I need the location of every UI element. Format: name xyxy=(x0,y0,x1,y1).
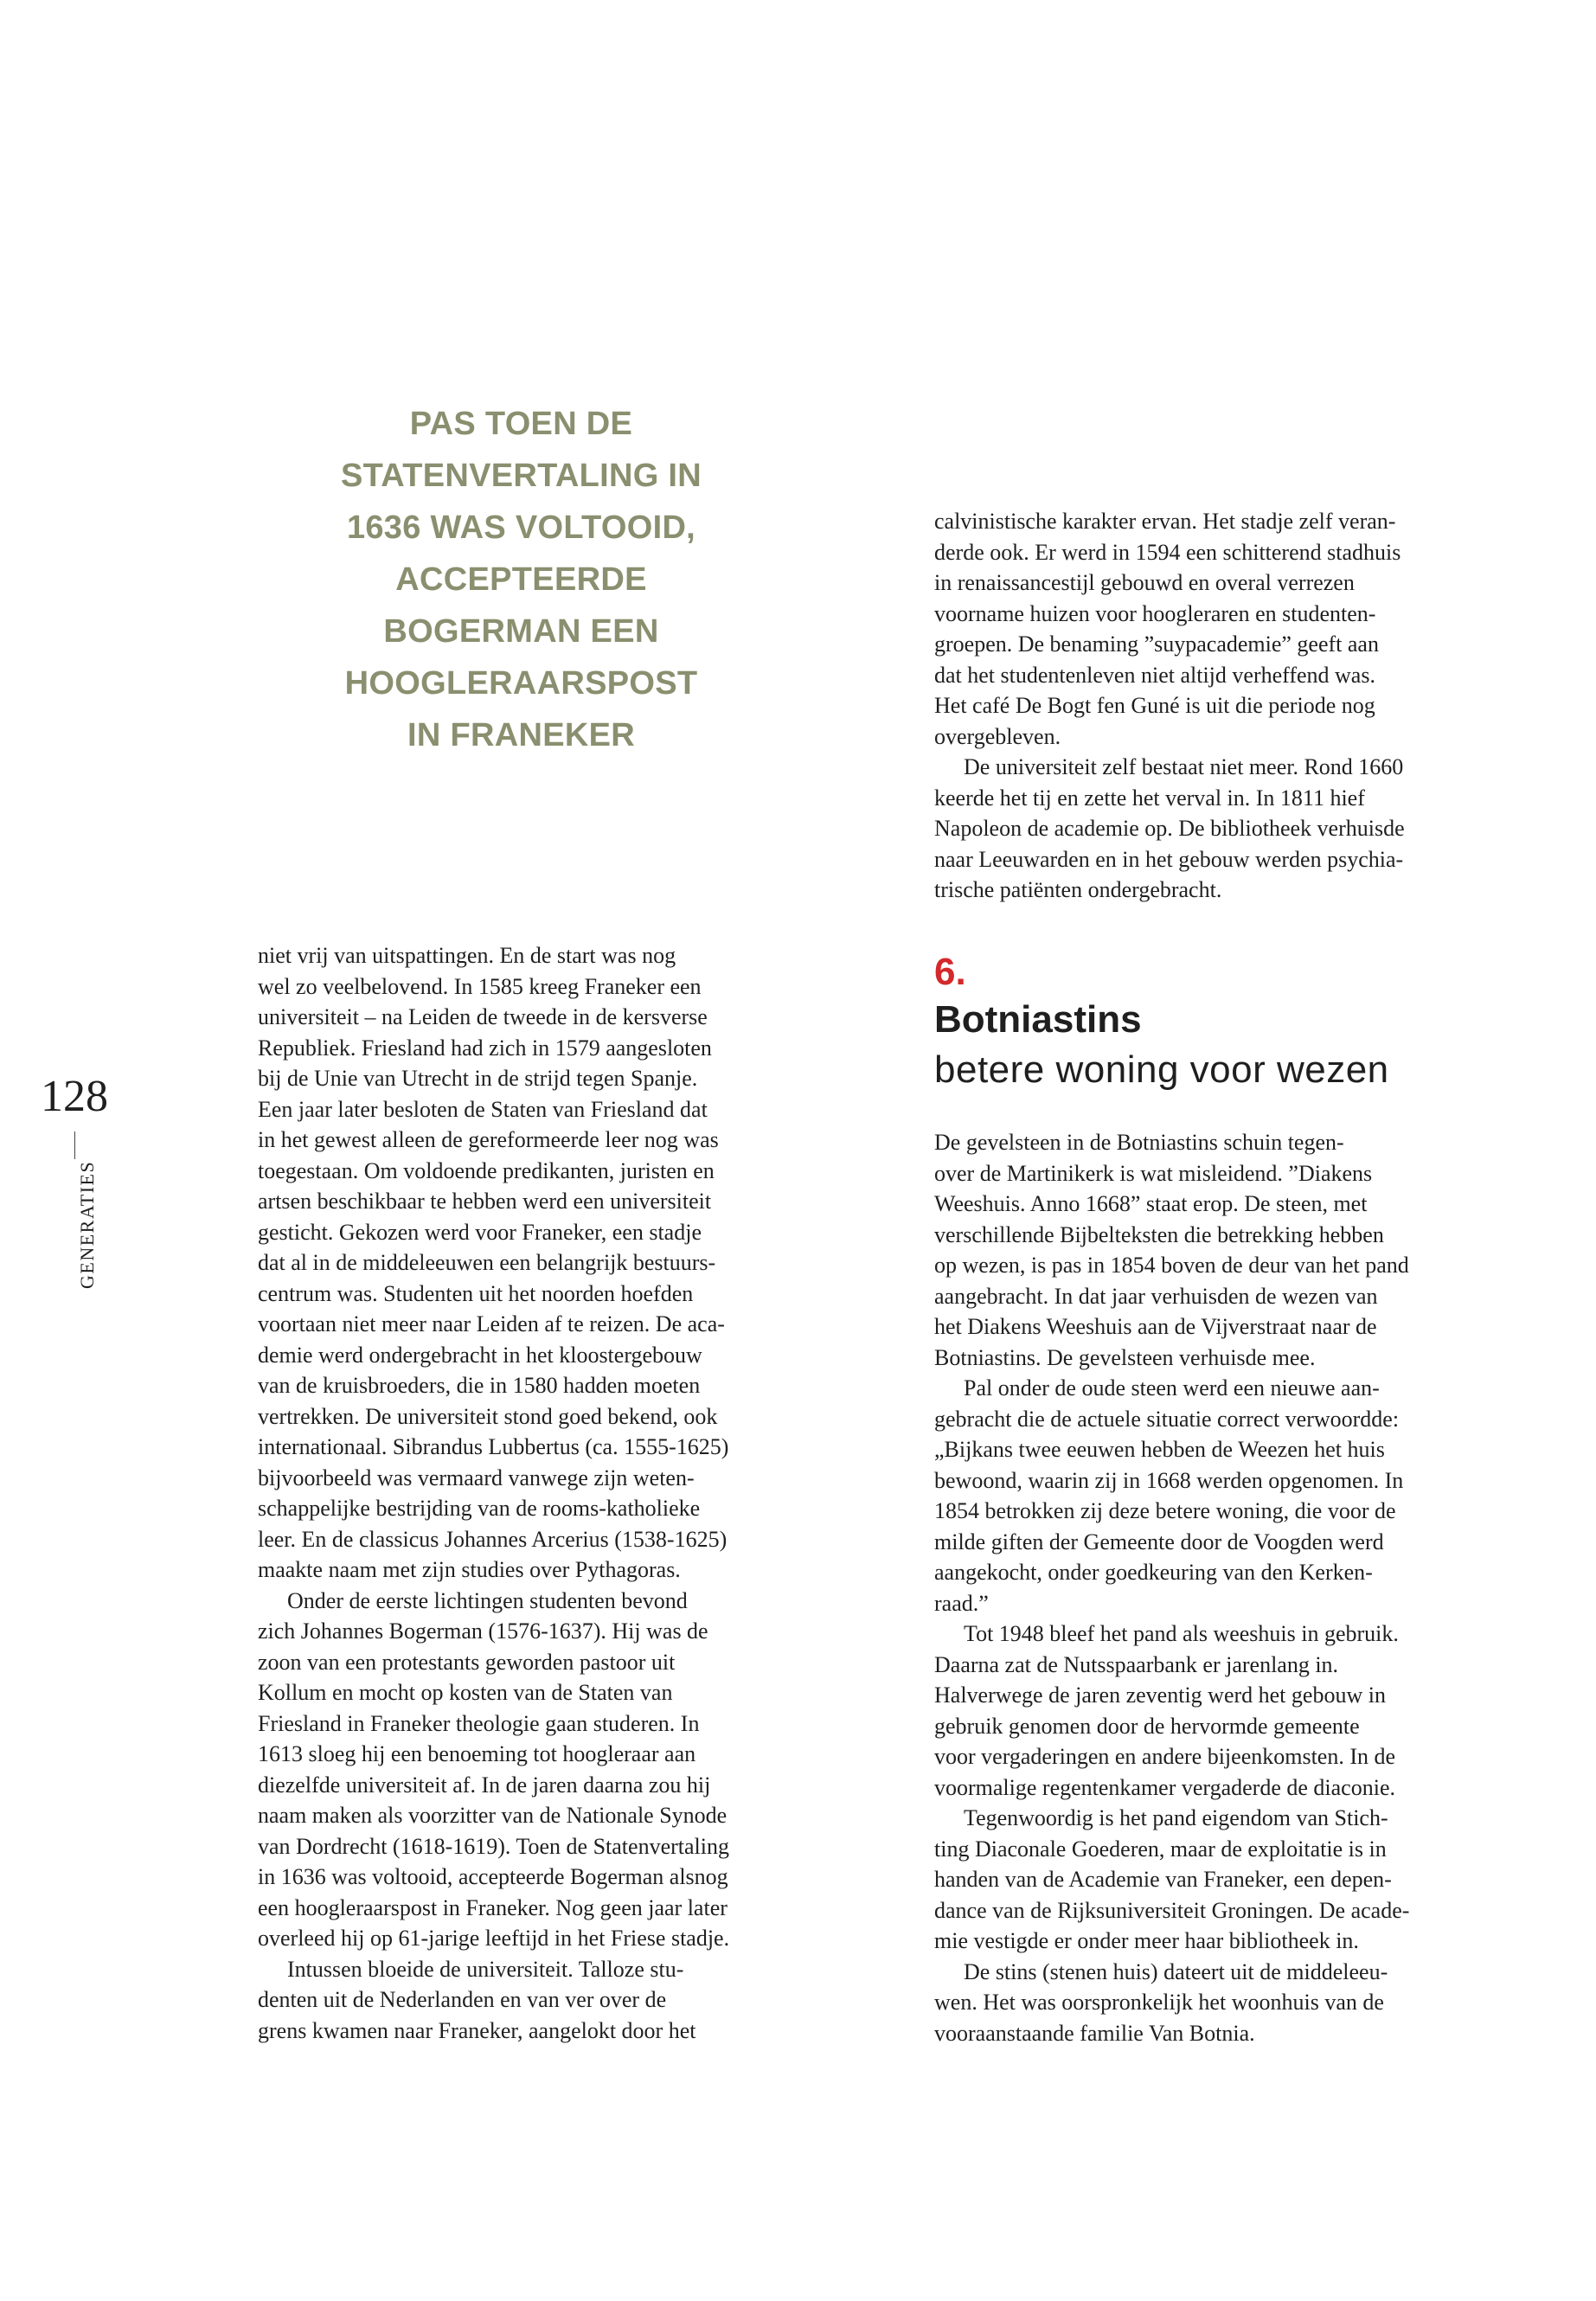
section-subtitle: betere woning voor wezen xyxy=(934,1048,1389,1091)
text-line: denten uit de Nederlanden en van ver over de xyxy=(258,1987,667,2012)
pull-quote xyxy=(285,398,757,761)
text-line: dance van de Rijksuniversiteit Groningen. De acade- xyxy=(934,1897,1410,1923)
text-line: over de Martinikerk is wat misleidend. ”Diakens xyxy=(934,1160,1373,1186)
text-line: bijvoorbeeld was vermaard vanwege zijn weten- xyxy=(258,1465,695,1490)
text-line: in renaissancestijl gebouwd en overal verrezen xyxy=(934,570,1355,595)
pull-quote-line: STATENVERTALING IN xyxy=(340,458,702,494)
pull-quote-line: PAS TOEN DE xyxy=(409,406,633,442)
text-line: dat het studentenleven niet altijd verheffend was. xyxy=(934,662,1375,688)
text-line: Kollum en mocht op kosten van de Staten van xyxy=(258,1680,673,1705)
right-column-top-text xyxy=(934,506,1471,906)
text-line: overleed hij op 61-jarige leeftijd in het Friese stadje. xyxy=(258,1926,730,1951)
text-line: 1613 sloeg hij een benoeming tot hoogleraar aan xyxy=(258,1741,696,1766)
section-label: GENERATIES xyxy=(76,1160,98,1289)
text-line: het Diakens Weeshuis aan de Vijverstraat naar de xyxy=(934,1314,1377,1339)
text-line: voorname huizen voor hoogleraren en studenten- xyxy=(934,600,1376,626)
left-column-text xyxy=(258,940,785,2046)
text-line: schappelijke bestrijding van de rooms-katholieke xyxy=(258,1496,701,1521)
text-line: internationaal. Sibrandus Lubbertus (ca. 1555-1625) xyxy=(258,1434,729,1459)
text-line: van Dordrecht (1618-1619). Toen de Statenvertaling xyxy=(258,1833,729,1859)
text-line: milde giften der Gemeente door de Voogden werd xyxy=(934,1529,1384,1554)
text-line: naar Leeuwarden en in het gebouw werden psychia- xyxy=(934,846,1404,872)
text-line: bewoond, waarin zij in 1668 werden opgenomen. In xyxy=(934,1467,1404,1493)
text-line: toegestaan. Om voldoende predikanten, juristen en xyxy=(258,1157,715,1183)
text-line: Botniastins. De gevelsteen verhuisde mee. xyxy=(934,1344,1316,1370)
text-line: ting Diaconale Goederen, maar de exploitatie is in xyxy=(934,1836,1387,1862)
text-line-indented: Tot 1948 bleef het pand als weeshuis in gebruik. xyxy=(964,1621,1399,1646)
text-line: gesticht. Gekozen werd voor Franeker, een stadje xyxy=(258,1219,702,1245)
text-line: wel zo veelbelovend. In 1585 kreeg Franeker een xyxy=(258,973,702,999)
text-line: voor vergaderingen en andere bijeenkomsten. In de xyxy=(934,1744,1396,1769)
text-line: gebracht die de actuele situatie correct verwoordde: xyxy=(934,1406,1400,1432)
text-line: naam maken als voorzitter van de Nationale Synode xyxy=(258,1803,727,1828)
text-line: dat al in de middeleeuwen een belangrijk bestuurs- xyxy=(258,1250,716,1275)
text-line: derde ook. Er werd in 1594 een schitterend stadhuis xyxy=(934,539,1401,565)
text-line: niet vrij van uitspattingen. En de start was nog xyxy=(258,943,676,968)
text-line: Napoleon de academie op. De bibliotheek verhuisde xyxy=(934,816,1405,841)
text-line: De gevelsteen in de Botniastins schuin tegen- xyxy=(934,1130,1344,1155)
text-line: aangebracht. In dat jaar verhuisden de wezen van xyxy=(934,1283,1378,1309)
pull-quote-line: BOGERMAN EEN xyxy=(383,613,659,650)
text-line: centrum was. Studenten uit het noorden hoefden xyxy=(258,1280,694,1306)
text-line: vertrekken. De universiteit stond goed bekend, ook xyxy=(258,1403,718,1429)
pull-quote-line: HOOGLERAARSPOST xyxy=(344,665,698,702)
section-title: Botniastins xyxy=(934,998,1142,1041)
section-number: 6. xyxy=(934,951,966,993)
text-line: Een jaar later besloten de Staten van Friesland dat xyxy=(258,1096,708,1122)
text-line: overgebleven. xyxy=(934,723,1061,749)
text-line: leer. En de classicus Johannes Arcerius (1538-1625) xyxy=(258,1526,727,1552)
text-line: Friesland in Franeker theologie gaan studeren. In xyxy=(258,1710,700,1736)
text-line: universiteit – na Leiden de tweede in de kersverse xyxy=(258,1004,708,1029)
text-line-indented: Tegenwoordig is het pand eigendom van Stich- xyxy=(964,1805,1388,1830)
text-line: aangekocht, onder goedkeuring van den Kerken- xyxy=(934,1560,1373,1585)
text-line: een hoogleraarspost in Franeker. Nog geen jaar later xyxy=(258,1894,727,1920)
text-line: Weeshuis. Anno 1668” staat erop. De steen, met xyxy=(934,1191,1368,1216)
text-line: Republiek. Friesland had zich in 1579 aangesloten xyxy=(258,1035,712,1061)
page-number: 128 xyxy=(41,1072,108,1121)
text-line: in het gewest alleen de gereformeerde leer nog was xyxy=(258,1127,719,1152)
text-line: zoon van een protestants geworden pastoor uit xyxy=(258,1649,676,1675)
text-line: demie werd ondergebracht in het kloostergebouw xyxy=(258,1342,702,1368)
text-line: keerde het tij en zette het verval in. In 1811 hief xyxy=(934,785,1365,811)
text-line-indented: De universiteit zelf bestaat niet meer. Rond 1660 xyxy=(964,754,1404,779)
text-line: zich Johannes Bogerman (1576-1637). Hij was de xyxy=(258,1618,708,1644)
text-line: mie vestigde er onder meer haar bibliotheek in. xyxy=(934,1928,1359,1953)
text-line: diezelfde universiteit af. In de jaren daarna zou hij xyxy=(258,1772,711,1798)
text-line: calvinistische karakter ervan. Het stadje zelf veran- xyxy=(934,509,1396,534)
text-line: op wezen, is pas in 1854 boven de deur van het pand xyxy=(934,1253,1409,1278)
text-line: maakte naam met zijn studies over Pythagoras. xyxy=(258,1557,681,1582)
text-line: 1854 betrokken zij deze betere woning, die voor de xyxy=(934,1498,1396,1523)
text-line: wen. Het was oorspronkelijk het woonhuis van de xyxy=(934,1990,1384,2015)
text-line: artsen beschikbaar te hebben werd een universiteit xyxy=(258,1189,712,1214)
text-line: voormalige regentenkamer vergaderde de diaconie. xyxy=(934,1774,1395,1800)
page-number-divider xyxy=(74,1131,75,1159)
text-line: raad.” xyxy=(934,1590,989,1616)
pull-quote-line: 1636 WAS VOLTOOID, xyxy=(346,510,696,546)
text-line: Het café De Bogt fen Guné is uit die periode nog xyxy=(934,693,1375,718)
text-line: groepen. De benaming ”suypacademie” geeft aan xyxy=(934,631,1379,657)
text-line: handen van de Academie van Franeker, een depen- xyxy=(934,1867,1392,1892)
text-line-indented: Pal onder de oude steen werd een nieuwe aan- xyxy=(964,1375,1380,1400)
text-line: vooraanstaande familie Van Botnia. xyxy=(934,2020,1255,2046)
text-line: in 1636 was voltooid, accepteerde Bogerman alsnog xyxy=(258,1864,728,1889)
text-line: van de kruisbroeders, die in 1580 hadden moeten xyxy=(258,1373,701,1398)
text-line: trische patiënten ondergebracht. xyxy=(934,877,1222,902)
right-column-bottom-text xyxy=(934,1127,1471,2048)
text-line: grens kwamen naar Franeker, aangelokt door het xyxy=(258,2017,696,2043)
text-line: Halverwege de jaren zeventig werd het gebouw in xyxy=(934,1682,1386,1708)
text-line-indented: Onder de eerste lichtingen studenten bevond xyxy=(287,1587,688,1613)
text-line-indented: Intussen bloeide de universiteit. Talloze stu- xyxy=(287,1956,684,1982)
pull-quote-line: IN FRANEKER xyxy=(407,717,635,753)
text-line: bij de Unie van Utrecht in de strijd tegen Spanje. xyxy=(258,1066,698,1091)
text-line: „Bijkans twee eeuwen hebben de Weezen het huis xyxy=(934,1437,1385,1462)
text-line: verschillende Bijbelteksten die betrekking hebben xyxy=(934,1221,1384,1247)
text-line: voortaan niet meer naar Leiden af te reizen. De aca- xyxy=(258,1311,725,1336)
text-line: Daarna zat de Nutsspaarbank er jarenlang in. xyxy=(934,1651,1339,1677)
text-line-indented: De stins (stenen huis) dateert uit de middeleeu- xyxy=(964,1958,1388,1984)
text-line: gebruik genomen door de hervormde gemeente xyxy=(934,1713,1360,1739)
pull-quote-line: ACCEPTEERDE xyxy=(395,561,647,598)
